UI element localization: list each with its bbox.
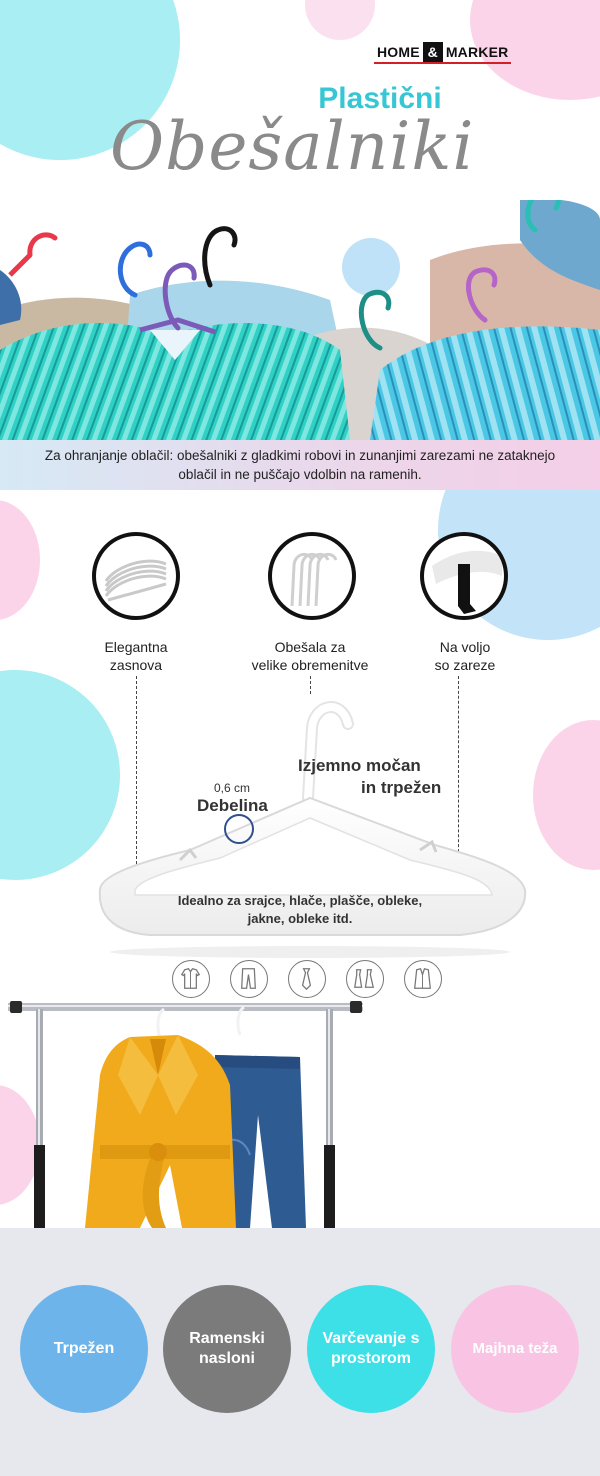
hero-clothes-illustration [0, 200, 600, 440]
feature-label-design-line2: zasnova [109, 657, 163, 673]
bubble-pink-right [533, 720, 600, 870]
benefit-badge-shoulder-rests [163, 1285, 291, 1413]
benefit-shoulder-line2: nasloni [198, 1350, 255, 1367]
benefit-space-line2: prostorom [331, 1350, 411, 1367]
ideal-usage-text [165, 892, 435, 928]
feature-label-notches [400, 638, 530, 674]
page-title-line1: Plastični [318, 82, 442, 115]
brand-logo-right: MARKER [445, 44, 509, 60]
ideal-usage-line2: jakne, obleke itd. [247, 911, 353, 926]
brand-logo-left: HOME [377, 44, 420, 60]
thickness-value: 0,6 cm [214, 781, 251, 795]
jacket-icon [404, 960, 442, 998]
bubble-pink-top-mid [305, 0, 375, 40]
benefit-lightweight-line1: Majhna teža [472, 1340, 558, 1357]
benefit-shoulder-line1: Ramenski [189, 1330, 265, 1347]
feature-label-notches-line2: so zareze [434, 657, 496, 673]
feature-label-heavy-duty-line2: velike obremenitve [251, 657, 369, 673]
stacked-hangers-icon [92, 532, 180, 620]
bubble-pink-left [0, 500, 40, 620]
feature-label-design [76, 638, 196, 674]
clothes-rack-illustration [0, 995, 600, 1228]
benefit-durable-line1: Trpežen [53, 1340, 115, 1357]
benefit-badge-space-saving [307, 1285, 435, 1413]
strength-line1: Izjemno močan [298, 756, 421, 775]
feature-label-heavy-duty-line1: Obešala za [274, 639, 346, 655]
intro-text: Za ohranjanje oblačil: obešalniki z gladkimi robovi in zunanjimi zarezami ne zataknejo oblačil in ne puščajo vdolbin na ramenih. [44, 448, 556, 482]
hanger-hooks-icon [268, 532, 356, 620]
dresses-icon [346, 960, 384, 998]
feature-label-heavy-duty [230, 638, 390, 674]
brand-logo-ampersand: & [423, 42, 443, 62]
feature-label-notches-line1: Na voljo [439, 639, 491, 655]
page-title-line2: Obešalniki [110, 108, 475, 185]
feature-label-design-line1: Elegantna [104, 639, 168, 655]
notch-icon [420, 532, 508, 620]
shirt-icon [172, 960, 210, 998]
benefit-badge-durable [20, 1285, 148, 1413]
intro-banner [0, 440, 600, 490]
trousers-icon [230, 960, 268, 998]
thickness-ring [224, 814, 254, 844]
ideal-usage-line1: Idealno za srajce, hlače, plašče, obleke, [177, 893, 423, 908]
benefit-space-line1: Varčevanje s [322, 1330, 420, 1347]
thickness-label: Debelina [197, 796, 268, 815]
benefit-badge-lightweight [451, 1285, 579, 1413]
brand-logo[interactable] [374, 42, 511, 64]
strength-line2: in trpežen [361, 778, 442, 797]
tie-icon [288, 960, 326, 998]
